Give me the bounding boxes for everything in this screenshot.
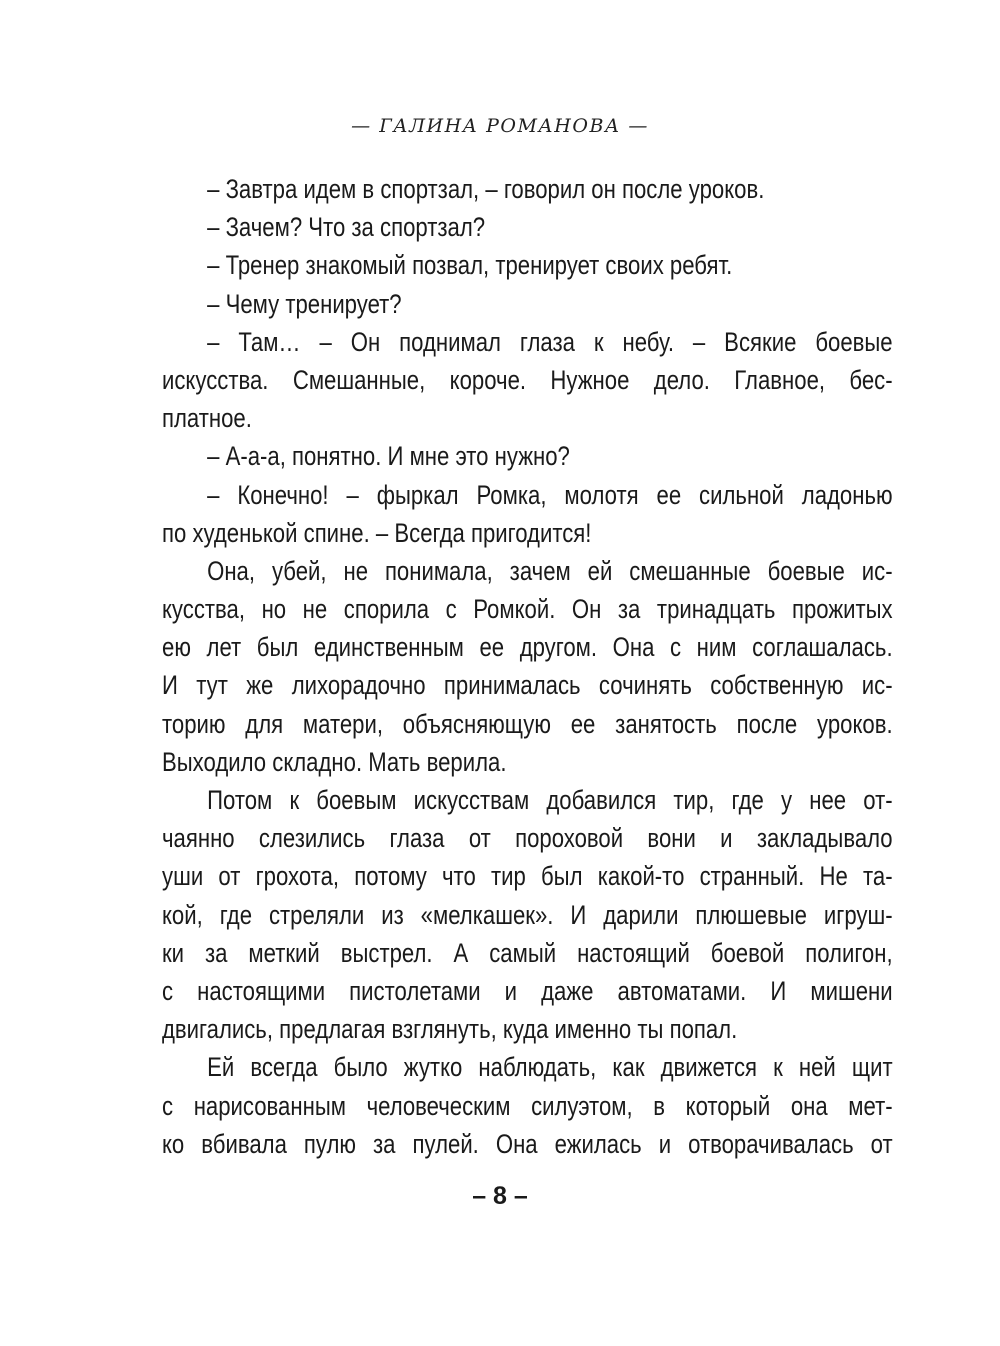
text-line-content: ко вбивала пулю за пулей. Она ежилась и отворачивалась от xyxy=(162,1128,893,1159)
text-line-content: кой, где стреляли из «мелкашек». И дарили плюшевые игруш- xyxy=(162,899,893,930)
text-line xyxy=(162,590,893,628)
text-line xyxy=(162,208,893,246)
text-line xyxy=(162,437,893,475)
page-number: – 8 – xyxy=(472,1182,528,1210)
text-line xyxy=(162,1125,893,1163)
text-line xyxy=(162,1010,893,1048)
text-line xyxy=(162,285,893,323)
text-line-content: – Завтра идем в спортзал, – говорил он после уроков. xyxy=(207,174,765,204)
text-line-content: Она, убей, не понимала, зачем ей смешанные боевые ис- xyxy=(207,555,893,586)
text-line xyxy=(162,666,893,704)
text-line-content: по худенькой спине. – Всегда пригодится! xyxy=(162,517,592,548)
text-line-content: – Зачем? Что за спортзал? xyxy=(207,212,486,243)
text-line xyxy=(162,476,893,514)
text-line-content: Выходило складно. Мать верила. xyxy=(162,746,507,777)
text-line xyxy=(162,934,893,972)
text-line-content: уши от грохота, потому что тир был какой-то странный. Не та- xyxy=(162,861,893,892)
text-line-content: – Чему тренирует? xyxy=(207,288,402,319)
text-line xyxy=(162,246,893,284)
text-line xyxy=(162,972,893,1010)
text-line-content: ки за меткий выстрел. А самый настоящий боевой полигон, xyxy=(162,937,893,968)
text-line xyxy=(162,781,893,819)
text-line xyxy=(162,552,893,590)
text-line xyxy=(162,819,893,857)
text-line xyxy=(162,399,893,437)
text-line xyxy=(162,1048,893,1086)
text-line xyxy=(162,743,893,781)
text-line xyxy=(162,896,893,934)
text-line-content: – А-а-а, понятно. И мне это нужно? xyxy=(207,441,570,472)
text-line-content: – Тренер знакомый позвал, тренирует своих ребят. xyxy=(207,250,733,281)
text-line-content: торию для матери, объясняющую ее занятость после уроков. xyxy=(162,708,893,739)
text-line xyxy=(162,323,893,361)
running-header: — ГАЛИНА РОМАНОВА — xyxy=(351,115,649,137)
text-line-content: чаянно слезились глаза от пороховой вони и закладывало xyxy=(162,823,893,854)
text-line-content: – Там… – Он поднимал глаза к небу. – Всякие боевые xyxy=(207,326,893,357)
text-line-content: ею лет был единственным ее другом. Она с ним соглашалась. xyxy=(162,632,893,663)
text-line xyxy=(162,628,893,666)
text-line-content: – Конечно! – фыркал Ромка, молотя ее сильной ладонью xyxy=(207,479,893,510)
text-line xyxy=(162,170,893,208)
text-line-content: платное. xyxy=(162,403,252,434)
text-line-content: кусства, но не спорила с Ромкой. Он за тринадцать прожитых xyxy=(162,594,893,625)
text-line xyxy=(162,514,893,552)
text-line xyxy=(162,1087,893,1125)
text-line-content: Ей всегда было жутко наблюдать, как движется к ней щит xyxy=(207,1052,893,1083)
text-line xyxy=(162,705,893,743)
text-line-content: И тут же лихорадочно принималась сочинять собственную ис- xyxy=(162,670,893,701)
text-line-content: с настоящими пистолетами и даже автоматами. И мишени xyxy=(162,975,893,1006)
text-line xyxy=(162,857,893,895)
body-text xyxy=(162,170,893,1163)
text-line-content: искусства. Смешанные, короче. Нужное дело. Главное, бес- xyxy=(162,364,893,395)
text-line-content: с нарисованным человеческим силуэтом, в который она мет- xyxy=(162,1090,893,1121)
text-line-content: двигались, предлагая взглянуть, куда именно ты попал. xyxy=(162,1014,738,1045)
text-line-content: Потом к боевым искусствам добавился тир, где у нее от- xyxy=(207,785,893,815)
text-line xyxy=(162,361,893,399)
